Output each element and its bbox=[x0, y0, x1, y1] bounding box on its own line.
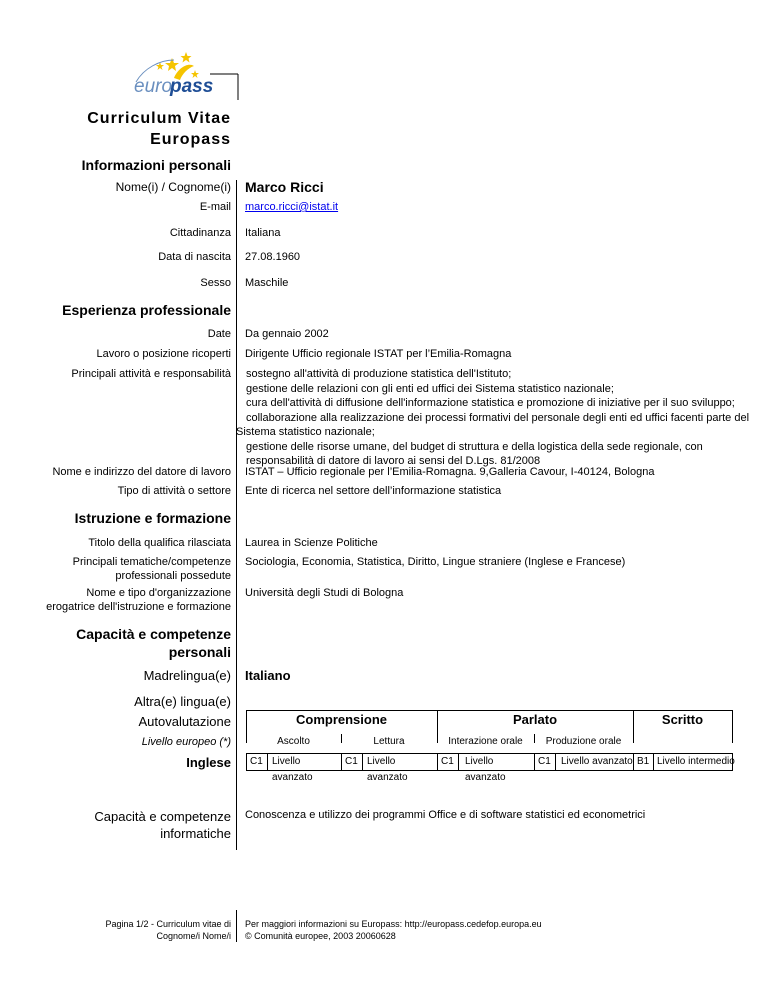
organization-label-line1: Nome e tipo d'organizzazione bbox=[86, 587, 231, 599]
email-link[interactable]: marco.ricci@istat.it bbox=[245, 201, 339, 213]
name-label: Nome(i) / Cognome(i) bbox=[115, 180, 231, 194]
email-label: E-mail bbox=[199, 201, 231, 213]
birth-date-label: Data di nascita bbox=[158, 251, 231, 263]
footer-info bbox=[245, 918, 542, 942]
employer-label: Nome e indirizzo del datore di lavoro bbox=[52, 466, 231, 478]
footer-info-line1: Per maggiori informazioni su Europass: http://europass.cedefop.europa.eu bbox=[245, 919, 542, 929]
computer-skills-label bbox=[94, 808, 231, 842]
activity-item: gestione delle risorse umane, del budget di struttura e della logistica della sede regionale, con bbox=[246, 440, 703, 453]
listening-header: Ascolto bbox=[277, 736, 310, 747]
level-code: C1 bbox=[441, 756, 454, 767]
birth-date-value: 27.08.1960 bbox=[245, 251, 301, 263]
logo-text-euro: euro bbox=[134, 76, 173, 97]
section-experience: Esperienza professionale bbox=[62, 302, 231, 318]
footer-page-line1: Pagina 1/2 - Curriculum vitae di bbox=[105, 919, 231, 929]
activity-item: sostegno all'attività di produzione statistica dell'Istituto; bbox=[246, 368, 512, 380]
subjects-label bbox=[73, 555, 231, 583]
europass-logo bbox=[130, 48, 240, 100]
section-personal-skills-line2: personali bbox=[168, 644, 231, 660]
subjects-label-line1: Principali tematiche/competenze bbox=[72, 556, 231, 568]
date-label: Date bbox=[207, 328, 231, 340]
citizenship-label: Cittadinanza bbox=[169, 227, 231, 239]
logo-text-pass: pass bbox=[170, 76, 214, 97]
footer-divider bbox=[236, 910, 237, 942]
citizenship-value: Italiana bbox=[245, 227, 281, 239]
date-value: Da gennaio 2002 bbox=[245, 328, 329, 340]
employer-value: ISTAT – Ufficio regionale per l’Emilia-Romagna. 9,Galleria Cavour, I-40124, Bologna bbox=[245, 466, 655, 478]
footer-page-info bbox=[105, 918, 231, 942]
level-text: Livello intermedio bbox=[653, 754, 735, 770]
mother-tongue-value: Italiano bbox=[245, 668, 291, 683]
level-code: B1 bbox=[637, 756, 650, 767]
level-text: Livello avanzato bbox=[267, 754, 341, 770]
job-label: Lavoro o posizione ricoperti bbox=[96, 348, 231, 360]
self-assessment-label: Autovalutazione bbox=[138, 714, 231, 729]
vertical-divider bbox=[236, 180, 237, 850]
level-code: C1 bbox=[538, 756, 551, 767]
level-text: Livello avanzato bbox=[362, 754, 437, 770]
organization-value: Università degli Studi di Bologna bbox=[245, 587, 404, 599]
sex-label: Sesso bbox=[200, 277, 231, 289]
activity-item: gestione delle relazioni con gli enti ed uffici dei Sistema statistico nazionale; bbox=[246, 382, 614, 395]
organization-label-line2: erogatrice dell'istruzione e formazione bbox=[46, 601, 231, 613]
sex-value: Maschile bbox=[245, 277, 289, 289]
speaking-header: Parlato bbox=[512, 712, 558, 727]
level-text: Livello avanzato bbox=[458, 754, 534, 770]
subjects-label-line2: professionali possedute bbox=[115, 570, 231, 582]
mother-tongue-label: Madrelingua(e) bbox=[143, 668, 231, 683]
activity-item: responsabilità di datore di lavoro ai sensi del D.Lgs. 81/2008 bbox=[246, 455, 541, 467]
sector-value: Ente di ricerca nel settore dell’informazione statistica bbox=[245, 485, 502, 497]
activity-item: cura dell'attività di diffusione dell'informazione statistica e promozione di iniziative per il suo sviluppo; bbox=[246, 397, 735, 409]
european-level-label: Livello europeo (*) bbox=[141, 736, 231, 748]
qualification-label: Titolo della qualifica rilasciata bbox=[88, 537, 231, 549]
level-cell-production bbox=[534, 753, 634, 771]
footer-info-line2: © Comunità europee, 2003 20060628 bbox=[245, 931, 396, 941]
other-languages-label: Altra(e) lingua(e) bbox=[134, 694, 231, 709]
europass-logo-graphic bbox=[130, 48, 240, 100]
computer-skills-label-line2: informatiche bbox=[160, 826, 231, 841]
section-personal-info: Informazioni personali bbox=[81, 157, 231, 173]
level-text: Livello avanzato bbox=[555, 754, 633, 770]
comprehension-header: Comprensione bbox=[295, 712, 387, 727]
footer-page-line2: Cognome/i Nome/i bbox=[156, 931, 231, 941]
activities-label: Principali attività e responsabilità bbox=[71, 368, 231, 380]
grid-right-line bbox=[732, 710, 733, 743]
level-code: C1 bbox=[250, 756, 263, 767]
section-education: Istruzione e formazione bbox=[74, 510, 231, 526]
section-personal-skills bbox=[76, 625, 231, 661]
sector-label: Tipo di attività o settore bbox=[117, 485, 231, 497]
section-personal-skills-line1: Capacità e competenze bbox=[76, 626, 231, 642]
computer-skills-value: Conoscenza e utilizzo dei programmi Office e di software statistici ed econometrici bbox=[245, 809, 646, 821]
name-value: Marco Ricci bbox=[245, 179, 324, 195]
activity-item: collaborazione alla realizzazione dei processi formativi del personale degli enti ed uffici facenti parte del bbox=[246, 411, 750, 424]
level-cell-listening bbox=[246, 753, 342, 783]
job-value: Dirigente Ufficio regionale ISTAT per l’Emilia-Romagna bbox=[245, 348, 512, 360]
reading-header: Lettura bbox=[373, 736, 405, 747]
production-header: Produzione orale bbox=[545, 736, 622, 747]
grid-top-line bbox=[246, 710, 733, 711]
level-cell-reading bbox=[341, 753, 438, 783]
subjects-value: Sociologia, Economia, Statistica, Diritto, Lingue straniere (Inglese e Francese) bbox=[245, 556, 626, 568]
writing-header: Scritto bbox=[661, 712, 704, 727]
activities-list bbox=[236, 367, 756, 469]
computer-skills-label-line1: Capacità e competenze bbox=[94, 809, 231, 824]
level-cell-interaction bbox=[437, 753, 535, 783]
level-cell-writing bbox=[633, 753, 733, 771]
cv-title-line1: Curriculum Vitae bbox=[87, 110, 231, 127]
cv-title-line2: Europass bbox=[150, 131, 231, 148]
cv-title bbox=[87, 108, 231, 150]
language-name: Inglese bbox=[186, 755, 231, 770]
interaction-header: Interazione orale bbox=[448, 736, 523, 747]
level-code: C1 bbox=[345, 756, 358, 767]
organization-label bbox=[46, 586, 231, 614]
qualification-value: Laurea in Scienze Politiche bbox=[245, 537, 378, 549]
activity-item: Sistema statistico nazionale; bbox=[236, 426, 375, 438]
